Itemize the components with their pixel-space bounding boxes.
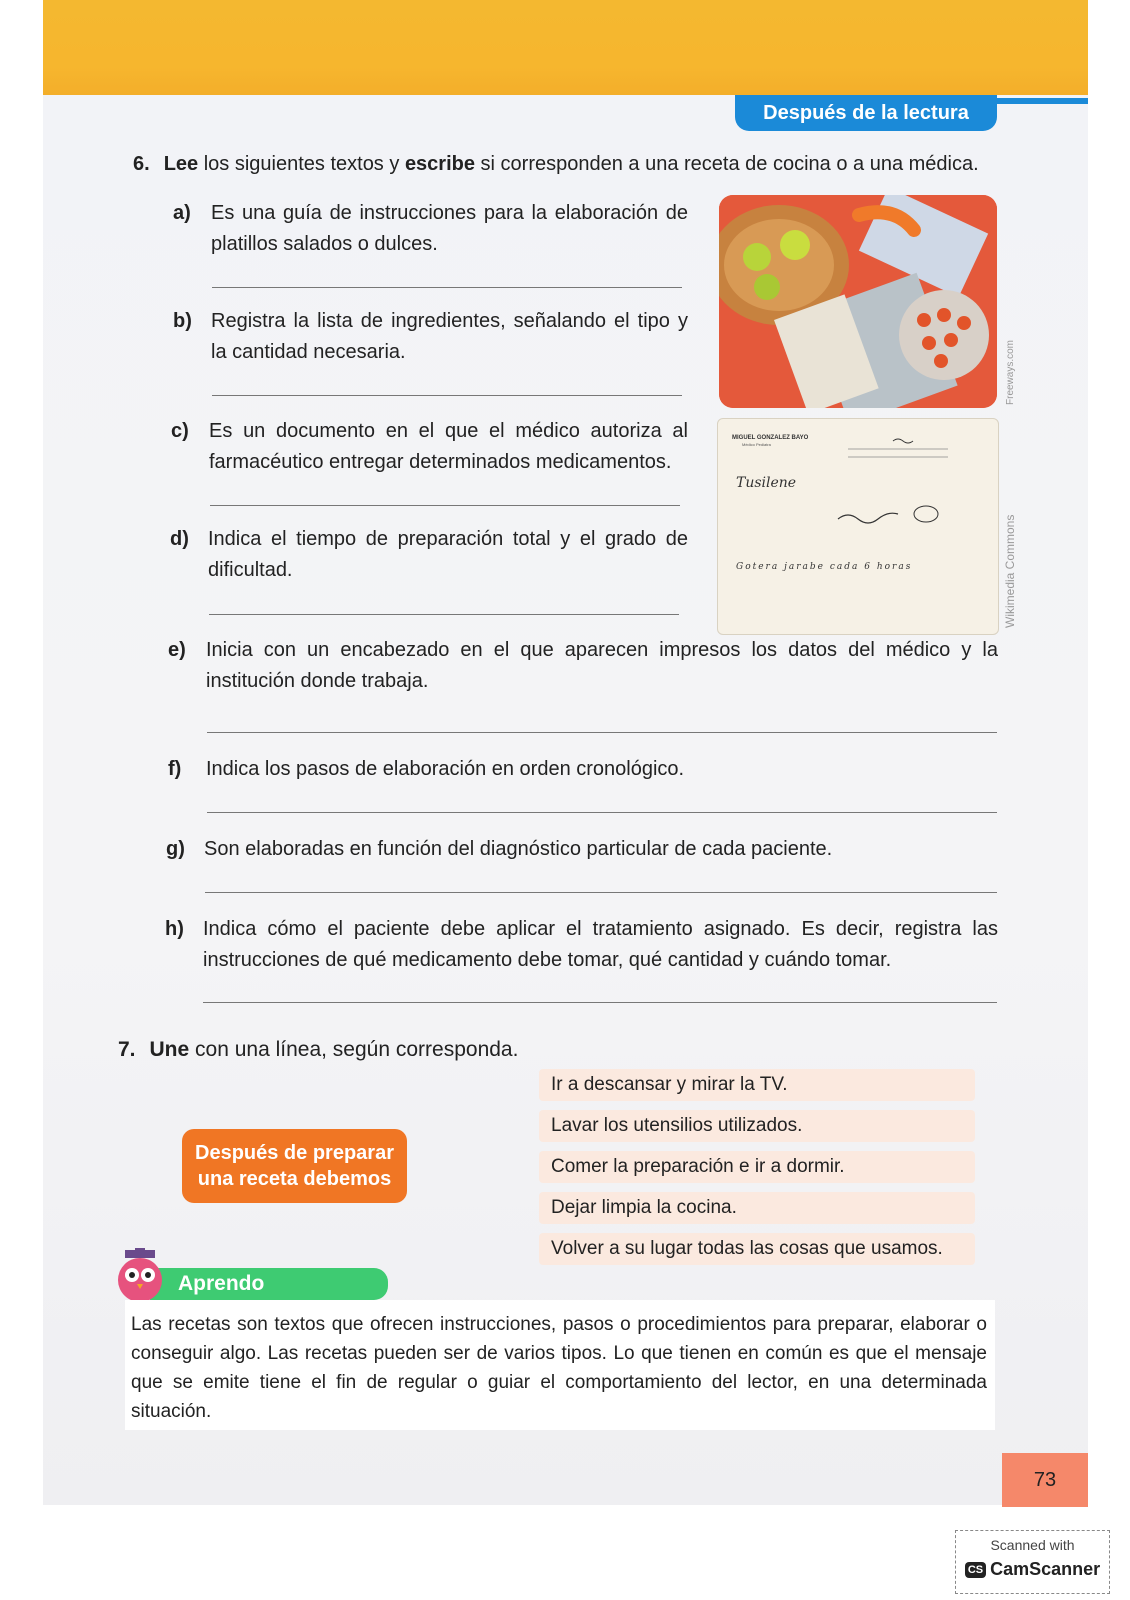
question-number: 6. xyxy=(133,153,150,175)
answer-line-g[interactable] xyxy=(205,892,997,893)
answer-line-c[interactable] xyxy=(210,505,680,506)
instruction-verb-read: Lee xyxy=(163,153,199,175)
item-e: e) Inicia con un encabezado en el que aparecen impresos los datos del médico y la institución donde trabaja. xyxy=(168,639,998,692)
question-7-heading xyxy=(118,1038,518,1062)
answer-line-b[interactable] xyxy=(212,395,682,396)
prescription-header: MIGUEL GONZALEZ BAYO xyxy=(732,435,809,441)
item-g: g) Son elaboradas en función del diagnóstico particular de cada paciente. xyxy=(166,838,833,860)
answer-line-d[interactable] xyxy=(209,614,679,615)
item-f: f) Indica los pasos de elaboración en orden cronológico. xyxy=(168,758,685,780)
photo-credit-1: Freeways.com xyxy=(1005,339,1016,405)
recipe-photo xyxy=(719,195,997,408)
page-number: 73 xyxy=(1002,1453,1088,1507)
item-d: d) Indica el tiempo de preparación total y el grado de dificultad. xyxy=(170,528,688,581)
camscanner-watermark xyxy=(955,1530,1110,1594)
prescription-line-1: Tusilene xyxy=(736,475,797,491)
tab-line xyxy=(995,98,1088,104)
aprendo-title: Aprendo xyxy=(150,1268,388,1300)
item-c: c) Es un documento en el que el médico autoriza al farmacéutico entregar determinados medicamentos. xyxy=(171,420,688,473)
match-option-5[interactable]: Volver a su lugar todas las cosas que usamos. xyxy=(539,1233,975,1265)
owl-mascot-icon xyxy=(113,1248,171,1306)
item-h: h) Indica cómo el paciente debe aplicar el tratamiento asignado. Es decir, registra las instrucciones de qué medicamento debe tomar, qué cantidad y cuándo tomar. xyxy=(165,918,998,971)
answer-line-e[interactable] xyxy=(207,732,997,733)
match-option-2[interactable]: Lavar los utensilios utilizados. xyxy=(539,1110,975,1142)
answer-line-h[interactable] xyxy=(203,1002,997,1003)
scanner-caption: Scanned with xyxy=(990,1537,1075,1553)
item-a: a) Es una guía de instrucciones para la elaboración de platillos salados o dulces. xyxy=(173,202,688,255)
prescription-subheader: Médico Pediatra xyxy=(742,442,771,447)
match-option-1[interactable]: Ir a descansar y mirar la TV. xyxy=(539,1069,975,1101)
instruction-verb-write: escribe xyxy=(404,153,475,175)
photo-credit-2: Wikimedia Commons xyxy=(1003,514,1017,628)
aprendo-text: Las recetas son textos que ofrecen instrucciones, pasos o procedimientos para preparar, elaborar o conseguir algo. Las recetas pueden ser de varios tipos. Lo que tienen en común es que el mensaje que se emite tiene el fin de regular o guiar el comportamiento del lector, en una determinada situación. xyxy=(125,1300,995,1430)
answer-line-a[interactable] xyxy=(212,287,682,288)
match-option-3[interactable]: Comer la preparación e ir a dormir. xyxy=(539,1151,975,1183)
scanner-brand xyxy=(956,1559,1109,1580)
item-b: b) Registra la lista de ingredientes, señalando el tipo y la cantidad necesaria. xyxy=(173,310,688,363)
question-number: 7. xyxy=(118,1038,136,1061)
prescription-line-2: Gotera jarabe cada 6 horas xyxy=(736,562,913,572)
match-option-4[interactable]: Dejar limpia la cocina. xyxy=(539,1192,975,1224)
prescription-photo xyxy=(717,418,999,635)
matching-prompt[interactable]: Después de preparar una receta debemos xyxy=(182,1129,407,1203)
camscanner-logo-icon: CS xyxy=(965,1562,986,1578)
scanner-brand-name: CamScanner xyxy=(990,1559,1101,1579)
instruction-rest: con una línea, según corresponda. xyxy=(189,1038,519,1061)
instruction-rest: si corresponden a una receta de cocina o a una médica. xyxy=(475,153,979,175)
answer-line-f[interactable] xyxy=(207,812,997,813)
instruction-verb-join: Une xyxy=(149,1038,190,1061)
section-tab: Después de la lectura xyxy=(735,95,997,131)
instruction-mid: los siguientes textos y xyxy=(198,153,405,175)
top-color-band xyxy=(43,0,1088,95)
question-6-heading xyxy=(133,153,979,176)
